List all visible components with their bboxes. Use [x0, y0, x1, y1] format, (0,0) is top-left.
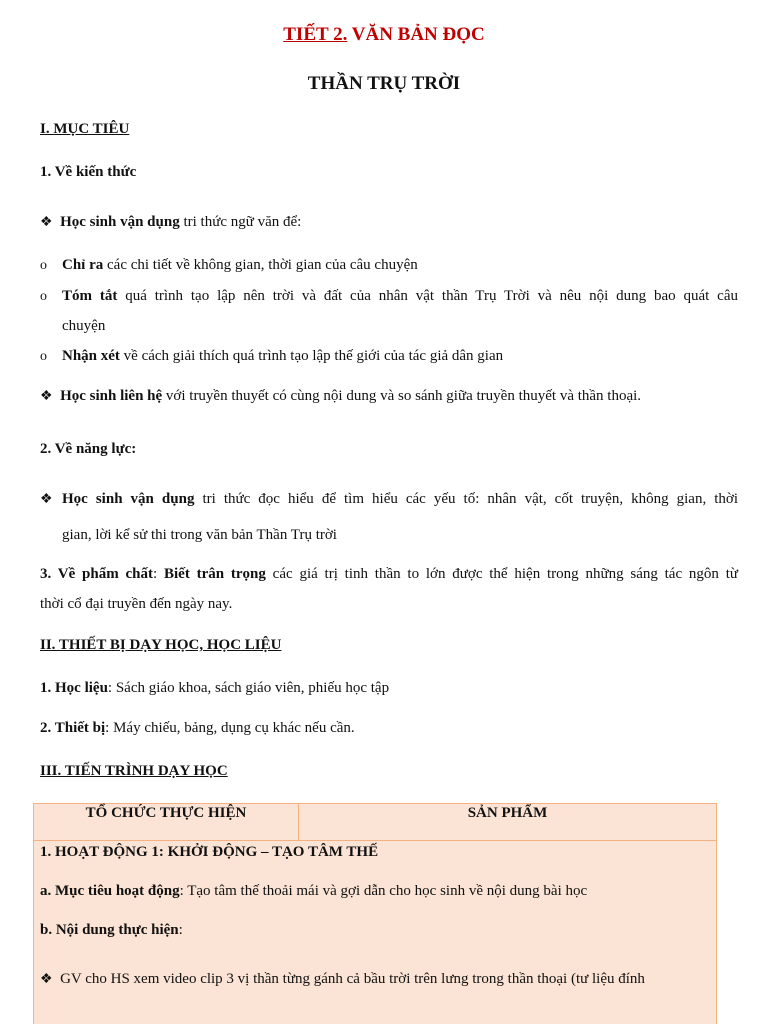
knowledge-sub-3	[40, 348, 47, 365]
activity-title: 1. HOẠT ĐỘNG 1: KHỞI ĐỘNG – TẠO TÂM THẾ	[40, 844, 379, 860]
table-border-left	[33, 803, 34, 1024]
equipment-line: 2. Thiết bị: Máy chiếu, bảng, dụng cụ khác nếu cần.	[40, 720, 355, 736]
diamond-bullet-icon: ❖	[40, 492, 53, 507]
quality-cont: thời cổ đại truyền đến ngày nay.	[40, 596, 233, 612]
knowledge-sub-2-text: Tóm tắt quá trình tạo lập nên trời và đất của nhân vật thần Trụ Trời và nêu nội dung bao quát câu	[62, 288, 738, 304]
materials-line: 1. Học liệu: Sách giáo khoa, sách giáo viên, phiếu học tập	[40, 680, 390, 696]
text-title: THẦN TRỤ TRỜI	[307, 73, 461, 94]
circle-bullet-icon: o	[40, 258, 47, 273]
diamond-bullet-icon: ❖	[40, 972, 53, 987]
ability-bullet-icon-wrap	[40, 491, 53, 508]
circle-bullet-icon: o	[40, 349, 47, 364]
section-3-heading: III. TIẾN TRÌNH DẠY HỌC	[40, 763, 228, 779]
table-header-organization: TỔ CHỨC THỰC HIỆN	[85, 805, 247, 821]
ability-bullet-cont: gian, lời kể sử thi trong văn bản Thần Trụ trời	[62, 527, 337, 543]
ability-heading: 2. Về năng lực:	[40, 441, 137, 457]
section-1-heading: I. MỤC TIÊU	[40, 121, 130, 137]
knowledge-heading: 1. Về kiến thức	[40, 164, 137, 180]
activity-content: b. Nội dung thực hiện:	[40, 922, 183, 938]
knowledge-sub-3-text: Nhận xét về cách giải thích quá trình tạo lập thế giới của tác giả dân gian	[62, 348, 504, 364]
circle-bullet-icon: o	[40, 289, 47, 304]
lesson-number: TIẾT 2.	[283, 24, 348, 45]
knowledge-sub-1	[40, 257, 47, 274]
activity-goal: a. Mục tiêu hoạt động: Tạo tâm thế thoải mái và gợi dẫn cho học sinh về nội dung bài học	[40, 883, 588, 899]
activity-bullet: ❖ GV cho HS xem video clip 3 vị thần từng gánh cả bầu trời trên lưng trong thần thoại (tư liệu đính	[40, 971, 645, 987]
table-header-product: SẢN PHẨM	[467, 805, 548, 821]
knowledge-bullet-2: ❖ Học sinh liên hệ với truyền thuyết có cùng nội dung và so sánh giữa truyền thuyết và thần thoại.	[40, 388, 642, 404]
knowledge-sub-2-cont: chuyện	[62, 318, 106, 334]
diamond-bullet-icon: ❖	[40, 389, 53, 404]
diamond-bullet-icon: ❖	[40, 215, 53, 230]
lesson-title: VĂN BẢN ĐỌC	[351, 24, 485, 45]
document-title	[0, 24, 768, 46]
quality-line: 3. Về phẩm chất: Biết trân trọng các giá trị tinh thần to lớn được thể hiện trong những sáng tác ngôn từ	[40, 566, 738, 582]
table-border-right	[716, 803, 717, 1024]
section-2-heading: II. THIẾT BỊ DẠY HỌC, HỌC LIỆU	[40, 637, 282, 653]
knowledge-bullet-1: ❖ Học sinh vận dụng tri thức ngữ văn để:	[40, 214, 302, 230]
knowledge-sub-2	[40, 288, 47, 305]
knowledge-sub-1-text: Chỉ ra các chi tiết về không gian, thời gian của câu chuyện	[62, 257, 418, 273]
ability-bullet: Học sinh vận dụng tri thức đọc hiểu để tìm hiểu các yếu tố: nhân vật, cốt truyện, không gian, thời	[62, 491, 738, 507]
